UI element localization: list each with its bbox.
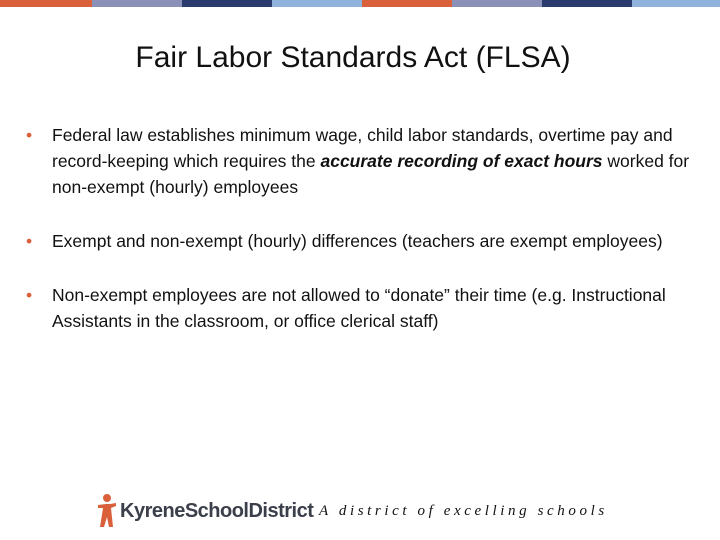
bullet-dot-icon: • [26, 125, 33, 145]
bullet-dot-icon: • [26, 285, 33, 305]
bullet-list [26, 122, 706, 362]
stripe-segment [362, 0, 452, 7]
stripe-segment [0, 0, 92, 7]
stripe-segment [542, 0, 632, 7]
stripe-segment [452, 0, 542, 7]
bullet-text: Federal law establishes minimum wage, child labor standards, overtime pay and record-keeping which requires the [52, 125, 673, 171]
slide-title: Fair Labor Standards Act (FLSA) [135, 41, 571, 74]
bullet-item [26, 228, 706, 254]
logo-wordmark: KyreneSchoolDistrict [120, 499, 314, 522]
district-logo [96, 492, 313, 530]
top-color-stripe [0, 0, 720, 7]
bullet-text: Non-exempt employees are not allowed to “donate” their time (e.g. Instructional Assistants in the classroom, or office clerical staff) [52, 285, 666, 331]
bullet-item [26, 282, 706, 334]
stripe-segment [182, 0, 272, 7]
stripe-segment [632, 0, 720, 7]
bullet-text: Exempt and non-exempt (hourly) differences (teachers are exempt employees) [52, 231, 663, 251]
stripe-segment [272, 0, 362, 7]
stripe-segment [92, 0, 182, 7]
bullet-emphasis-text: accurate recording of exact hours [320, 151, 603, 171]
bullet-item [26, 122, 706, 200]
bullet-dot-icon: • [26, 231, 33, 251]
person-figure-icon [96, 493, 118, 529]
bullet-text: worked for non-exempt (hourly) employees [52, 151, 690, 197]
footer-tagline: A district of excelling schools [319, 503, 608, 519]
